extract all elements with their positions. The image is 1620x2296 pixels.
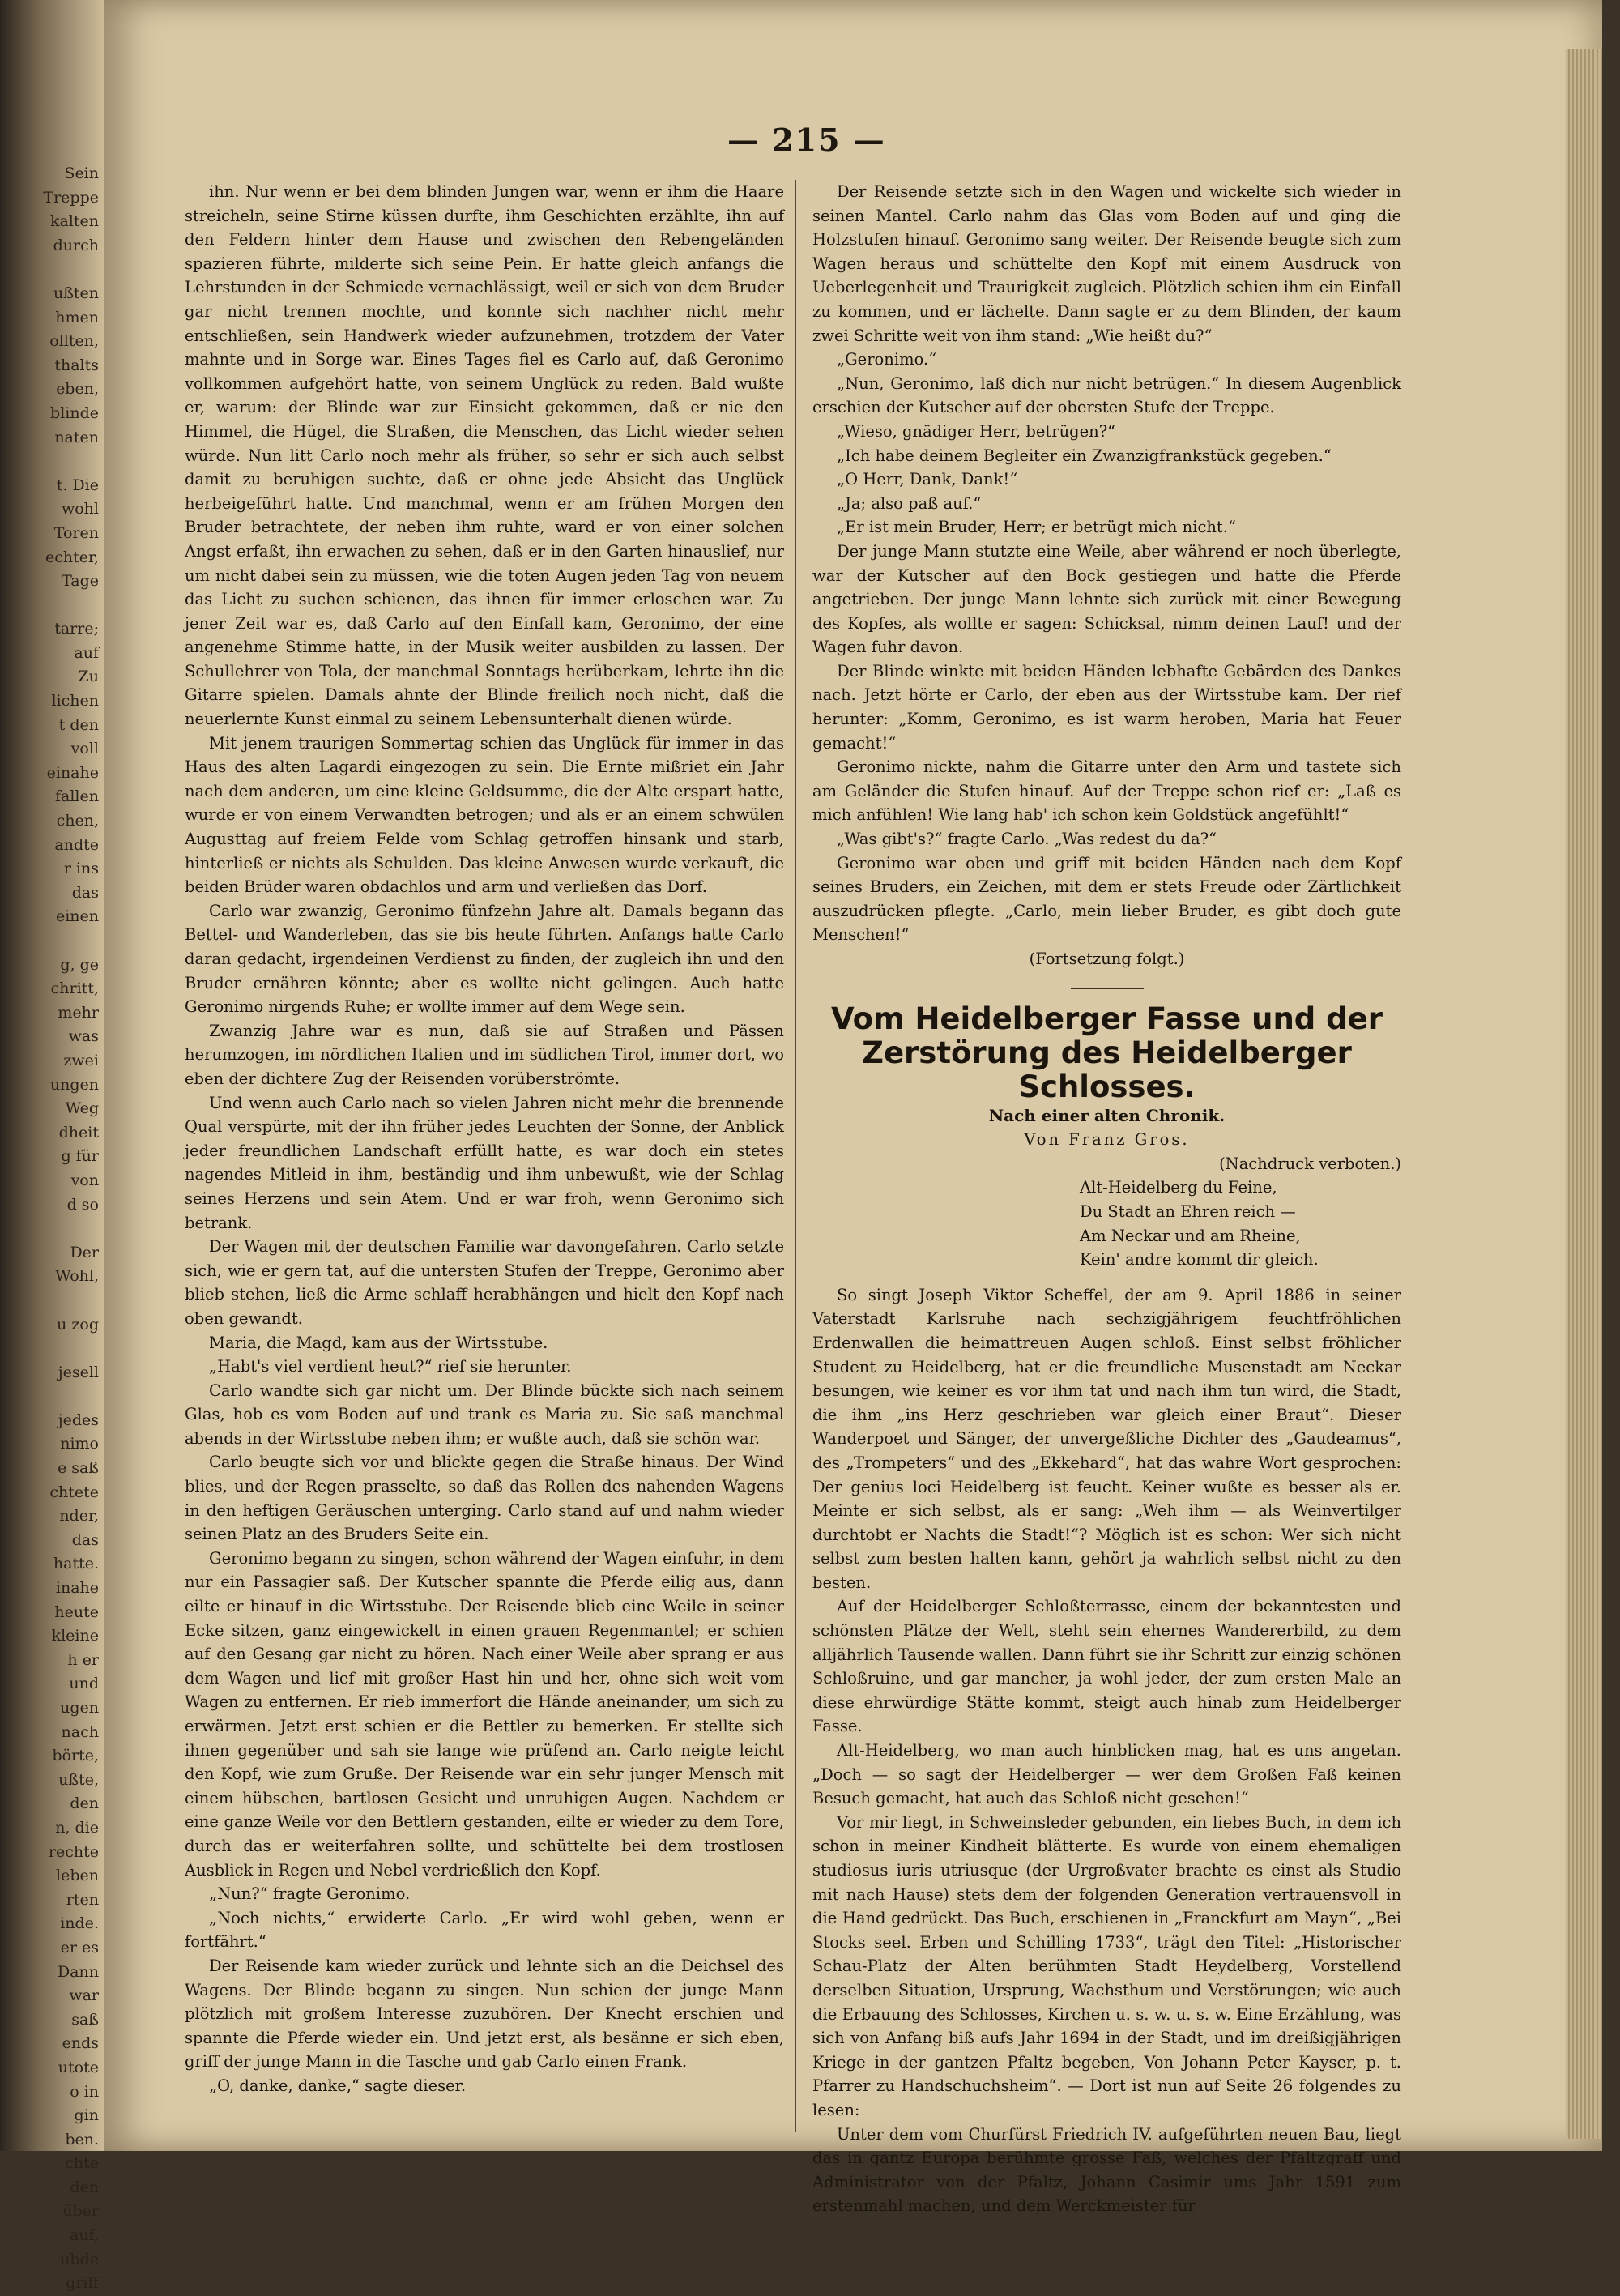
left-page-line: auf,: [70, 2226, 99, 2245]
left-page-line: zwei: [63, 1051, 99, 1069]
left-page-line: jedes: [58, 1410, 99, 1429]
paragraph: Der Reisende setzte sich in den Wagen und wickelte sich wieder in seinen Mantel. Carlo nahm das Glas vom Boden auf und ging die Holzstufen hinauf. Geronimo sang weiter. Der Reisende beugte sich zum Wagen heraus und schüttelte den Kopf mit einem Ausdruck von Ueberlegenheit und Traurigkeit zugleich. Plötzlich schien ihm ein Einfall zu kommen, und er lächelte. Dann sagte er zu dem Blinden, der kaum zwei Schritte weit von ihm stand: „Wie heißt du?“: [812, 182, 1401, 345]
poem-line: Alt-Heidelberg du Feine,: [1080, 1178, 1277, 1197]
left-page-line: utote: [58, 2058, 99, 2076]
left-page-line: Treppe: [43, 188, 99, 207]
paragraph: Der Blinde winkte mit beiden Händen lebhafte Gebärden des Dankes nach. Jetzt hörte er Carlo, der eben aus der Wirtsstube kam. Der rief herunter: „Komm, Geronimo, es ist warm heroben, Maria hat Feuer gemacht!“: [812, 661, 1401, 753]
page-number: — 215 —: [727, 122, 886, 158]
left-page-line: was: [68, 1027, 99, 1046]
left-page-line: griff: [66, 2274, 99, 2293]
paragraph: Alt-Heidelberg, wo man auch hinblicken mag, hat es uns angetan. „Doch — so sagt der Heidelberger — wer dem Großen Faß keinen Besuch gemacht, hat auch das Schloß nicht gesehen!“: [812, 1741, 1401, 1808]
left-page-line: dheit: [58, 1123, 99, 1142]
left-page-line: nder,: [59, 1507, 99, 1526]
article-subtitle: Nach einer alten Chronik.: [988, 1105, 1226, 1125]
page-edge: [1566, 49, 1602, 2139]
left-page-line: thalts: [54, 356, 99, 374]
book-gutter: [0, 0, 104, 2293]
poem-line: Kein' andre kommt dir gleich.: [1080, 1250, 1319, 1270]
left-page-line: blinde: [50, 403, 99, 422]
left-page-line: chritt,: [50, 979, 99, 998]
left-page-line: nach: [61, 1722, 99, 1741]
left-page-line: einen: [55, 907, 99, 926]
left-page-line: jesell: [58, 1363, 99, 1381]
paragraph: „Nun?“ fragte Geronimo.: [209, 1884, 411, 1904]
left-page-line: ends: [62, 2034, 99, 2053]
paragraph: Maria, die Magd, kam aus der Wirtsstube.: [209, 1333, 548, 1352]
left-page-fragments: [0, 162, 104, 2293]
left-page-line: das: [71, 883, 99, 902]
paragraph: Geronimo begann zu singen, schon während der Wagen einfuhr, in dem nur ein Passagier saß. Der Kutscher spannte die Pferde eilig aus, dann eilte er hinauf in die Wirtsstube. Der Reisende blieb eine Weile in seiner Ecke sitzen, ganz eingewickelt in einen grauen Regenmantel; er schien auf den Gesang gar nicht zu hören. Nach einer Weile aber sprang er aus dem Wagen und lief mit großer Hast hin und her, ohne sich weit vom Wagen zu entfernen. Er rieb immerfort die Hände aneinander, um sich zu erwärmen. Jetzt erst schien er die Bettler zu bemerken. Er stellte sich ihnen gegenüber und sah sie lange wie prüfend an. Carlo neigte leicht den Kopf, wie zum Gruße. Der Reisende war ein sehr junger Mensch mit einem hübschen, bartlosen Gesicht und unruhigen Augen. Nachdem er eine ganze Weile vor den Bettlern gestanden, eilte er wieder zu dem Tore, durch das er weiterfahren sollte, und schüttelte bei dem trostlosen Ausblick in Regen und Nebel verdrießlich den Kopf.: [185, 1548, 784, 1880]
left-page-line: Toren: [53, 523, 99, 542]
left-page-line: inahe: [55, 1579, 99, 1598]
article-author: Von Franz Gros.: [1024, 1130, 1190, 1150]
paragraph: „Er ist mein Bruder, Herr; er betrügt mich nicht.“: [837, 518, 1236, 537]
left-page-line: [0, 450, 104, 474]
left-page-line: kleine: [51, 1627, 99, 1645]
left-page-line: e saß: [57, 1459, 99, 1478]
left-page-line: und: [69, 1675, 99, 1693]
left-page-line: kalten: [49, 212, 99, 231]
paragraph: Zwanzig Jahre war es nun, daß sie auf Straßen und Pässen herumzogen, im nördlichen Italien und im südlichen Tirol, immer dort, wo eben der dichtere Zug der Reisenden vorüberströmte.: [185, 1021, 784, 1088]
left-page-line: ußte,: [58, 1770, 99, 1789]
left-page-line: Tage: [62, 572, 99, 591]
left-page-line: Zu: [78, 668, 99, 686]
left-page-line: gin: [74, 2106, 99, 2125]
paragraph: Und wenn auch Carlo nach so vielen Jahren nicht mehr die brennende Qual verspürte, mit der ihn früher jedes Leuchten der Sonne, der Anblick jeder freundlichen Landschaft erfüllt hatte, es war doch ein stetes nagendes Mitleid in ihm, beständig und ihm unbewußt, wie der Schlag seines Herzens und sein Atem. Und er war froh, wenn Geronimo sich betrank.: [185, 1093, 784, 1232]
paragraph: „Habt's viel verdient heut?“ rief sie herunter.: [209, 1357, 572, 1376]
paragraph: Vor mir liegt, in Schweinsleder gebunden, ein liebes Buch, in dem ich schon in meiner Kindheit blätterte. Es wurde von einem ehemaligen studiosus iuris utriusque (der Urgroßvater brachte es einst als Studio mit nach Hause) stets dem der folgenden Generation vertrauensvoll in die Hand gedrückt. Das Buch, erschienen in „Franckfurt am Mayn“, „Bei Stocks seel. Erben und Schilling 1733“, trägt den Titel: „Historischer Schau-Platz der Alten berühmten Stadt Heydelberg, Vorstellend derselben Situation, Ursprung, Wachsthum und Verstörungen; wie auch die Erbauung des Schlosses, Kirchen u. s. w. u. s. w. Eine Erzählung, was sich von Anfang biß aufs Jahr 1694 in der Stadt, und im dreißigjährigen Kriege in der gantzen Pfaltz begeben, Von Johann Peter Kayser, p. t. Pfarrer zu Handschuchsheim“. — Dort ist nun auf Seite 26 folgendes zu lesen:: [812, 1812, 1401, 2119]
paragraph: Auf der Heidelberger Schloßterrasse, einem der bekanntesten und schönsten Plätze der Welt, steht sein ehernes Wandererbild, zu dem alljährlich Tausende wallen. Dann führt sie ihr Schritt zur einzig schönen Schloßruine, und gar mancher, ja wohl jeder, der zum ersten Male an diese ehrwürdige Stätte kommt, steigt auch hinab zum Heidelberger Fasse.: [812, 1597, 1401, 1736]
left-page-line: ungen: [49, 1075, 99, 1094]
paragraph: Der Reisende kam wieder zurück und lehnte sich an die Deichsel des Wagens. Der Blinde begann zu singen. Nun schien der junge Mann plötzlich mit großem Interesse zuzuhören. Der Knecht erschien und spannte die Pferde wieder ein. Und jetzt erst, als besänne er sich eben, griff der junge Mann in die Tasche und gab Carlo einen Frank.: [185, 1956, 784, 2072]
left-page-line: Sein: [64, 164, 99, 182]
left-page-line: nimo: [60, 1435, 99, 1453]
poem-line: Am Neckar und am Rheine,: [1080, 1226, 1301, 1245]
left-page-line: durch: [53, 236, 99, 254]
left-page-line: [0, 594, 104, 618]
poem: [1080, 1176, 1401, 1271]
left-page-line: ubde: [60, 2250, 99, 2268]
paragraph: Carlo wandte sich gar nicht um. Der Blinde bückte sich nach seinem Glas, hob es vom Boden auf und trank es Maria zu. Sie saß manchmal abends in der Wirtsstube neben ihm; er wußte auch, daß sie schön war.: [185, 1381, 784, 1448]
left-page-line: fallen: [55, 787, 99, 806]
left-page-line: t den: [58, 715, 99, 734]
left-page-line: heute: [54, 1603, 99, 1621]
paragraph: „Ich habe deinem Begleiter ein Zwanzigfrankstück gegeben.“: [837, 446, 1332, 465]
paragraph: Geronimo war oben und griff mit beiden Händen nach dem Kopf seines Bruders, ein Zeichen, mit dem er stets Freude oder Zärtlichkeit auszudrücken pflegte. „Carlo, mein lieber Bruder, es gibt doch gute Menschen!“: [812, 853, 1401, 945]
poem-line: Du Stadt an Ehren reich —: [1080, 1201, 1296, 1221]
reprint-note: (Nachdruck verboten.): [1219, 1154, 1401, 1173]
paragraph: Der junge Mann stutzte eine Weile, aber während er noch überlegte, war der Kutscher auf den Bock gestiegen und hatte die Pferde angetrieben. Der junge Mann lehnte sich zurück mit einer Bewegung des Kopfes, als wollte er sagen: Schicksal, nimm deinen Lauf! und der Wagen fuhr davon.: [812, 541, 1401, 657]
left-page-line: Dann: [57, 1962, 99, 1981]
left-page-line: voll: [70, 740, 99, 758]
left-page-line: den: [70, 1795, 99, 1813]
paragraph: Geronimo nickte, nahm die Gitarre unter den Arm und tastete sich am Geländer die Stufen hinauf. Auf der Treppe schon rief er: „Laß es mich anfühlen! Wie lang hab' ich schon kein Goldstück angefühlt!“: [812, 758, 1401, 825]
left-page-line: andte: [54, 835, 99, 854]
left-page-line: d so: [66, 1195, 99, 1214]
left-page-line: t. Die: [56, 476, 99, 494]
left-page-line: von: [70, 1171, 99, 1189]
paragraph: „Wieso, gnädiger Herr, betrügen?“: [837, 421, 1116, 441]
left-page-line: rten: [66, 1890, 99, 1909]
left-page-line: tarre;: [54, 620, 99, 638]
left-page-line: hmen: [55, 308, 99, 326]
left-page-line: börte,: [52, 1747, 99, 1765]
left-page-line: [0, 258, 104, 282]
paragraph: „Was gibt's?“ fragte Carlo. „Was redest du da?“: [837, 830, 1217, 849]
left-page-line: den: [70, 2178, 99, 2196]
left-page-line: chte: [65, 2154, 99, 2173]
paragraph: „O Herr, Dank, Dank!“: [837, 470, 1018, 489]
left-page-line: wohl: [61, 500, 99, 519]
left-page-line: über: [62, 2202, 99, 2221]
left-page-line: [0, 929, 104, 954]
left-page-line: h er: [67, 1650, 99, 1669]
left-page-line: lichen: [51, 692, 99, 711]
paragraph: „Noch nichts,“ erwiderte Carlo. „Er wird wohl geben, wenn er fortfährt.“: [185, 1908, 784, 1952]
left-page-line: [0, 1337, 104, 1361]
left-page-line: g für: [61, 1147, 99, 1166]
left-page-line: r ins: [63, 860, 99, 878]
column-divider: [795, 180, 796, 2132]
paragraph: So singt Joseph Viktor Scheffel, der am 9. April 1886 in seiner Vaterstadt Karlsruhe nach sechzigjährigem feuchtfröhlichen Erdenwallen die heimattreuen Augen schloß. Einst selbst fröhlicher Student zu Heidelberg, hat er die freundliche Musenstadt am Neckar besungen, wie keiner es vor ihm tat und nach ihm tun wird, die Stadt, die ihm „ins Herz geschrieben war gleich einer Braut“. Dieser Wanderpoet und Sänger, der unvergeßliche Dichter des „Gaudeamus“, des „Trompeters“ und des „Ekkehard“, hat das wahre Wort gesprochen: Der genius loci Heidelberg ist feucht. Keiner wußte es besser als er. Meinte er sich selbst, als er sang: „Weh ihm — als Weinvertilger durchtobt er Nachts die Stadt!“? Möglich ist es schon: Wer sich nicht selbst zum besten halten kann, gehört ja wahrlich selbst nicht zu den besten.: [812, 1285, 1401, 1592]
left-page-line: [0, 1217, 104, 1241]
left-page-line: [0, 1289, 104, 1313]
section-rule: [1071, 988, 1144, 989]
left-page-line: ollten,: [49, 332, 99, 351]
column-right: [812, 180, 1401, 2218]
left-page-line: n, die: [55, 1818, 99, 1837]
paragraph: Carlo beugte sich vor und blickte gegen die Straße hinaus. Der Wind blies, und der Regen prasselte, so daß das Rollen des nahenden Wagens in den heftigen Geräuschen unterging. Carlo stand auf und nahm wieder seinen Platz an des Bruders Seite ein.: [185, 1453, 784, 1544]
left-page-line: Der: [70, 1243, 99, 1261]
left-page-line: er es: [60, 1938, 99, 1957]
left-page-line: einahe: [46, 763, 99, 782]
paragraph: „O, danke, danke,“ sagte dieser.: [209, 2076, 467, 2095]
left-page-line: echter,: [45, 548, 99, 566]
left-page-line: [0, 1385, 104, 1409]
left-page-line: auf: [74, 643, 99, 662]
left-page-line: u zog: [57, 1315, 99, 1334]
left-page-line: mehr: [58, 1003, 99, 1022]
left-page-line: ußten: [53, 284, 99, 302]
paragraph: ihn. Nur wenn er bei dem blinden Jungen war, wenn er ihm die Haare streicheln, seine Stirne küssen durfte, ihm Geschichten erzählte, ihn auf den Feldern hinter dem Hause und zwischen den Rebengeländen spazieren führte, milderte sich seine Pein. Er hatte gleich anfangs die Lehrstunden in der Schmiede vernachlässigt, weil er sich von dem Bruder gar nicht trennen mochte, und konnte sich nachher nicht mehr entschließen, sein Handwerk wieder aufzunehmen, trotzdem der Vater mahnte und in Sorge war. Eines Tages fiel es Carlo auf, daß Geronimo vollkommen aufgehört hatte, von seinem Unglück zu reden. Bald wußte er, warum: der Blinde war zur Einsicht gekommen, daß er nie den Himmel, die Hügel, die Straßen, die Menschen, das Licht wieder sehen würde. Nun litt Carlo noch mehr als früher, so sehr er sich auch selbst damit zu beruhigen suchte, daß er ohne jede Absicht das Unglück herbeigeführt hatte. Und manchmal, wenn er am frühen Morgen den Bruder betrachtete, der neben ihm ruhte, ward er von einer solchen Angst erfaßt, ihn erwachen zu sehen, daß er in den Garten hinauslief, nur um nicht dabei sein zu müssen, wie die toten Augen jeden Tag von neuem das Licht zu suchen schienen, das ihnen für immer erloschen war. Zu jener Zeit war es, daß Carlo auf den Einfall kam, Geronimo, der eine angenehme Stimme hatte, in der Musik weiter ausbilden zu lassen. Der Schullehrer von Tola, der manchmal Sonntags herüberkam, lehrte ihn die Gitarre spielen. Damals ahnte der Blinde freilich noch nicht, daß die neuerlernte Kunst einmal zu seinem Lebensunterhalt dienen würde.: [185, 182, 784, 729]
left-page-line: g, ge: [60, 955, 99, 974]
left-page-line: das: [71, 1530, 99, 1549]
left-page-line: leben: [56, 1867, 99, 1885]
continuation-note: (Fortsetzung folgt.): [1029, 950, 1185, 968]
paragraph: „Nun, Geronimo, laß dich nur nicht betrügen.“ In diesem Augenblick erschien der Kutscher auf der obersten Stufe der Treppe.: [812, 373, 1401, 417]
column-left: [185, 180, 784, 2098]
paragraph: Der Wagen mit der deutschen Familie war davongefahren. Carlo setzte sich, wie er gern tat, auf die untersten Stufen der Treppe, Geronimo aber blieb stehen, ließ die Arme schlaff herabhängen und hielt den Kopf nach oben gewandt.: [185, 1237, 784, 1328]
left-page-line: eben,: [56, 380, 99, 399]
paragraph: Carlo war zwanzig, Geronimo fünfzehn Jahre alt. Damals begann das Bettel- und Wanderleben, das sie bis heute führten. Anfangs hatte Carlo daran gedacht, irgendeinen Verdienst zu finden, der zugleich ihn und den Bruder ernähren könnte; aber es wollte nicht gelingen. Auch hatte Geronimo nirgends Ruhe; er wollte immer auf dem Wege sein.: [185, 901, 784, 1017]
left-page-line: ben.: [65, 2130, 99, 2149]
paragraph: „Ja; also paß auf.“: [837, 493, 982, 513]
left-page-line: Weg: [65, 1099, 99, 1118]
paragraph: Mit jenem traurigen Sommertag schien das Unglück für immer in das Haus des alten Lagardi eingezogen zu sein. Die Ernte mißriet ein Jahr nach dem anderen, um eine kleine Geldsumme, die der Alte erspart hatte, wurde er von einem Verwandten betrogen; und als er an einem schwülen Augusttag auf freiem Felde vom Schlag getroffen hinsank und starb, hinterließ er nichts als Schulden. Das kleine Anwesen wurde verkauft, die beiden Brüder waren obdachlos und arm und verließen das Dorf.: [185, 733, 784, 897]
left-page-line: chtete: [49, 1483, 99, 1501]
left-page-line: chen,: [56, 812, 99, 830]
left-page-line: inde.: [60, 1914, 99, 1933]
paragraph: Unter dem vom Churfürst Friedrich IV. aufgeführten neuen Bau, liegt das in gantz Europa berühmte grosse Faß, welches der Pfaltzgraff und Administrator von der Pfaltz, Johann Casimir ums Jahr 1591 zum erstenmahl machen, und dem Werckmeister für: [812, 2124, 1401, 2216]
left-page-line: Wohl,: [54, 1267, 99, 1286]
left-page-line: hatte.: [53, 1555, 99, 1573]
paragraph: „Geronimo.“: [837, 350, 937, 369]
left-page-line: saß: [71, 2010, 99, 2029]
left-page-line: o in: [70, 2082, 99, 2101]
article-title: Vom Heidelberger Fasse und der Zerstörung des Heidelberger Schlosses.: [831, 1001, 1383, 1104]
left-page-line: war: [69, 1987, 99, 2005]
left-page-line: naten: [54, 428, 99, 446]
left-page-line: rechte: [48, 1842, 99, 1861]
left-page-line: ugen: [60, 1699, 99, 1717]
